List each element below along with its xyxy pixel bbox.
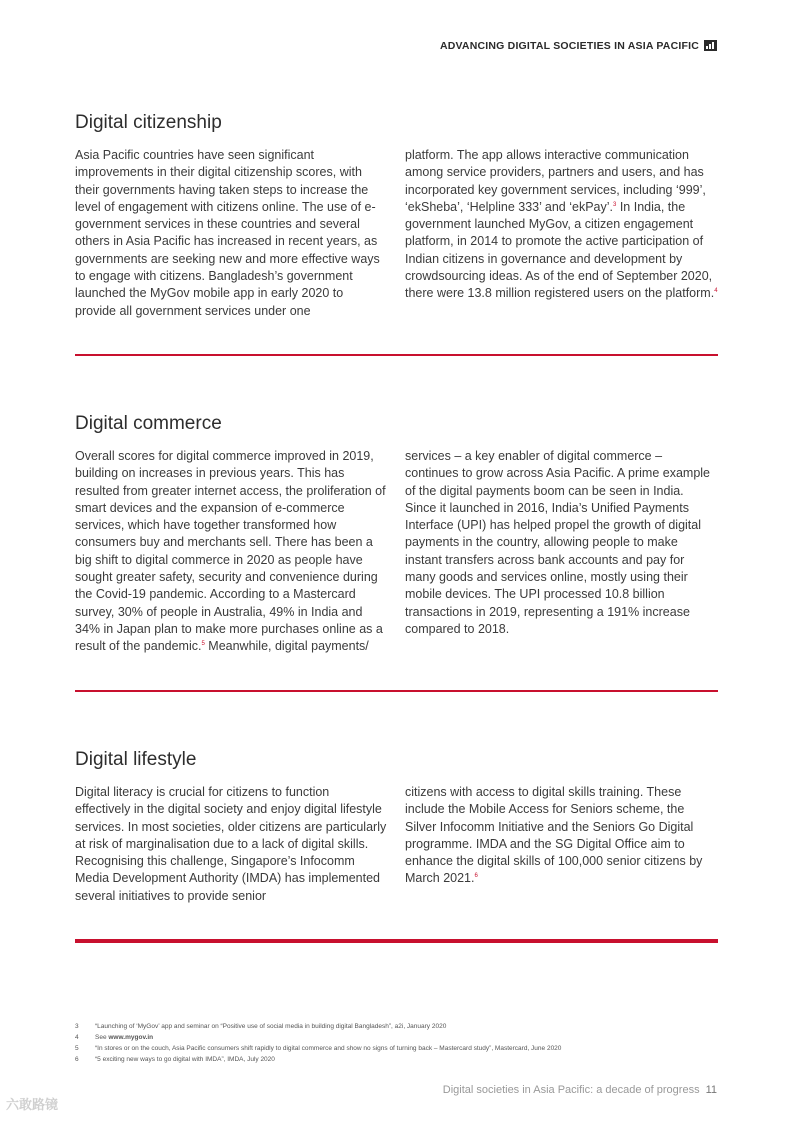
section-heading: Digital lifestyle bbox=[75, 749, 197, 770]
section-digital-commerce bbox=[75, 413, 718, 663]
footnote: 6 “5 exciting new ways to go digital with IMDA”, IMDA, July 2020 bbox=[75, 1056, 275, 1063]
section-digital-citizenship bbox=[75, 112, 718, 322]
section-divider bbox=[75, 354, 718, 356]
body-text-left: Digital literacy is crucial for citizens to function effectively in the digital society and enjoy digital lifestyle services. In most societies, older citizens are particularly at risk of marginalisation due to a lack of digital skills. Recognising this challenge, Singapore’s Infocomm Media Development Authority (IMDA) has implemented several initiatives to provide senior bbox=[75, 785, 387, 903]
page-number: 11 bbox=[705, 1084, 717, 1096]
footnote-ref[interactable]: 4 bbox=[714, 288, 718, 295]
footnote-ref[interactable]: 5 bbox=[201, 641, 205, 648]
section-digital-lifestyle bbox=[75, 749, 718, 909]
watermark: 六敢路镜 bbox=[6, 1097, 59, 1112]
footnote: 3 “Launching of ‘MyGov’ app and seminar on “Positive use of social media in building digital Bangladesh”, a2i, January 2020 bbox=[75, 1023, 447, 1030]
body-text-left: Overall scores for digital commerce improved in 2019, building on increases in previous years. This has resulted from greater internet access, the proliferation of smart devices and the expansion of e-commerce services, which have together transformed how consumers buy and merchants sell. There has been a big shift to digital commerce in 2020 as people have sought greater safety, security and convenience during the Covid-19 pandemic. According to a Mastercard survey, 30% of people in Australia, 49% in India and 34% in Japan plan to make more purchases online as a result of the pandemic.$^5$ Meanwhile, digital payments/ bbox=[75, 449, 386, 654]
page-footer bbox=[443, 1084, 717, 1096]
footnote: 4 See www.mygov.in bbox=[75, 1034, 154, 1041]
flag-logo-icon bbox=[704, 40, 717, 51]
footnote-ref[interactable]: 3 bbox=[613, 201, 617, 208]
footnote-link[interactable]: www.mygov.in bbox=[108, 1034, 154, 1041]
section-divider bbox=[75, 690, 718, 692]
section-heading: Digital citizenship bbox=[75, 112, 222, 133]
section-divider-thick bbox=[75, 939, 718, 943]
body-text-right: citizens with access to digital skills training. These include the Mobile Access for Seniors scheme, the Silver Infocomm Initiative and the Seniors Go Digital programme. IMDA and the SG Digital Office aim to enhance the digital skills of 100,000 senior citizens by March 2021.$^6$ bbox=[405, 785, 703, 886]
body-text-right: services – a key enabler of digital commerce – continues to grow across Asia Pacific. A prime example of the digital payments boom can be seen in India. Since it launched in 2016, India’s Unified Payments Interface (UPI) has helped propel the growth of digital payments in the country, allowing people to make instant transfers across bank accounts and pay for many goods and services online, mostly using their mobile devices. The UPI processed 10.8 billion transactions in 2019, representing a 191% increase compared to 2018. bbox=[405, 449, 711, 636]
footnotes bbox=[75, 1021, 715, 1065]
body-text-left: Asia Pacific countries have seen significant improvements in their digital citizenship scores, with their governments having taken steps to increase the level of engagement with citizens online. The use of e-government services in these countries and several others in Asia Pacific has increased in recent years, as governments are seeking new and more effective ways to engage with citizens. Bangladesh’s government launched the MyGov mobile app in early 2020 to provide all government services under one bbox=[75, 148, 380, 318]
body-text-right: platform. The app allows interactive communication among service providers, partners and users, and has incorporated key government services, including ‘999’, ‘ekSheba’, ‘Helpline 333’ and ‘ekPay’.$^3$ In India, the government launched MyGov, a citizen engagement platform, in 2014 to promote the active participation of Indian citizens in governance and development by crowdsourcing ideas. As of the end of September 2020, there were 13.8 million registered users on the platform.$^4$ bbox=[405, 148, 718, 301]
running-header: ADVANCING DIGITAL SOCIETIES IN ASIA PACIFIC bbox=[439, 40, 699, 52]
footer-title: Digital societies in Asia Pacific: a decade of progress bbox=[442, 1084, 700, 1096]
section-heading: Digital commerce bbox=[75, 413, 222, 434]
footnote: 5 “In stores or on the couch, Asia Pacific consumers shift rapidly to digital commerce and show no signs of turning back – Mastercard study”, Mastercard, June 2020 bbox=[75, 1045, 562, 1052]
footnote-ref[interactable]: 6 bbox=[474, 873, 478, 880]
